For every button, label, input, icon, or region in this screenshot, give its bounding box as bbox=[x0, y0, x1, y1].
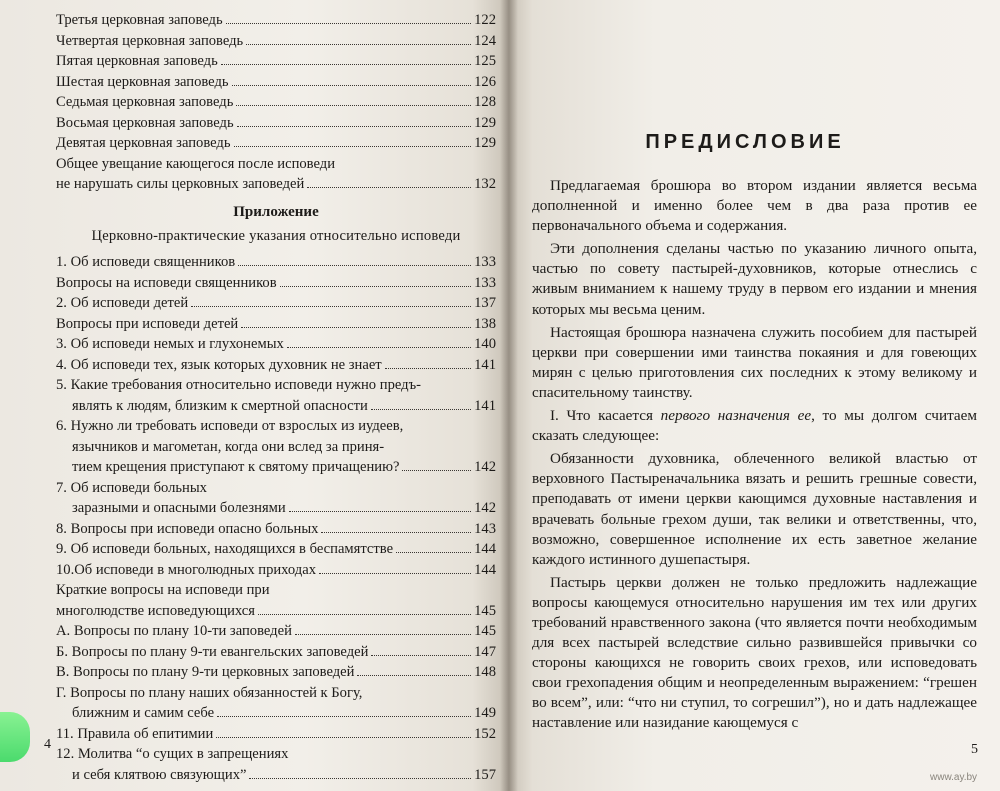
preface-text: , то мы долгом считаем сказать следующее: bbox=[532, 407, 977, 445]
preface-paragraph: Эти дополнения сделаны частью по указанию личного опыта, частью по совету пастырей-духовников, которые отнеслись с живым вниманием к нашему труду в первом его издании и мнения которых мы весьма ценим. bbox=[532, 240, 977, 318]
toc-entry-label: Третья церковная заповедь bbox=[56, 12, 223, 28]
toc-page-number: 141 bbox=[474, 356, 496, 373]
toc-page-number: 141 bbox=[474, 397, 496, 414]
toc-page-number: 144 bbox=[474, 561, 496, 578]
appendix-subheading: Церковно-практические указания относительно исповеди bbox=[91, 227, 461, 244]
toc-page-number: 122 bbox=[474, 12, 496, 28]
toc-page-number: 138 bbox=[474, 315, 496, 332]
toc-entry bbox=[56, 31, 496, 52]
toc-page-number: 129 bbox=[474, 114, 496, 131]
toc-entry-line: Краткие вопросы на исповеди при bbox=[56, 582, 270, 598]
preface-title: ПРЕДИСЛОВИЕ bbox=[645, 131, 845, 153]
toc-entry bbox=[56, 457, 496, 478]
preface-paragraph: Обязанности духовника, облеченного великой властью от верховного Пастыреначальника вязать и решить грешные совести, преподавать от имени церкви кающимся духовные наставления и врачевать больные грехом души, так велики и ответственны, что, возможно, совершенное исполнение их есть заветное желание каждого истинного душепастыря. bbox=[532, 450, 977, 568]
toc-entry bbox=[56, 560, 496, 581]
toc-entry-label: Девятая церковная заповедь bbox=[56, 135, 231, 151]
toc-entry bbox=[56, 519, 496, 540]
toc-entry-line: 12. Молитва “о сущих в запрещениях bbox=[56, 746, 289, 762]
toc-entry-label: 1. Об исповеди священников bbox=[56, 254, 236, 270]
toc-entry-line: 5. Какие требования относительно исповеди нужно предъ- bbox=[56, 377, 421, 393]
left-page-number: 4 bbox=[44, 737, 51, 752]
preface-text: I. Что касается bbox=[550, 407, 661, 425]
toc-page-number: 152 bbox=[474, 725, 496, 742]
toc-entry-line: Общее увещание кающегося после исповеди bbox=[56, 155, 336, 172]
toc-entry bbox=[56, 174, 496, 195]
toc-entry-label: многолюдстве исповедующихся bbox=[56, 602, 255, 619]
toc-page-number: 157 bbox=[474, 766, 496, 783]
toc-entry bbox=[56, 396, 496, 417]
toc-entry bbox=[56, 621, 496, 642]
toc-entry-label: Б. Вопросы по плану 9-ти евангельских заповедей bbox=[56, 643, 369, 660]
toc-page-number: 126 bbox=[474, 73, 496, 90]
toc-entry-line: 6. Нужно ли требовать исповеди от взрослых из иудеев, bbox=[56, 418, 404, 434]
toc-entry bbox=[56, 355, 496, 376]
toc-page-number: 145 bbox=[474, 623, 496, 639]
toc-entry-label: не нарушать силы церковных заповедей bbox=[56, 176, 305, 192]
preface-body bbox=[532, 176, 977, 737]
toc-page-number: 142 bbox=[474, 500, 496, 516]
toc-entry-label: Четвертая церковная заповедь bbox=[56, 32, 244, 49]
toc-entry bbox=[56, 92, 496, 113]
toc-entry-label: Шестая церковная заповедь bbox=[56, 73, 229, 90]
table-of-contents bbox=[56, 10, 496, 785]
toc-entry-label: являть к людям, близким к смертной опасности bbox=[72, 397, 368, 414]
toc-entry-label: А. Вопросы по плану 10-ти заповедей bbox=[56, 623, 292, 639]
toc-page-number: 133 bbox=[474, 254, 496, 270]
toc-entry bbox=[56, 72, 496, 93]
toc-entry bbox=[56, 51, 496, 72]
toc-entry bbox=[56, 703, 496, 724]
toc-entry bbox=[56, 273, 496, 294]
toc-page-number: 143 bbox=[474, 520, 496, 537]
toc-entry-label: Пятая церковная заповедь bbox=[56, 53, 218, 69]
preface-paragraph: Настоящая брошюра назначена служить пособием для пастырей церкви при совершении ими таинства покаяния и для говеющих мирян с целью приготовления сих последних к этому великому и спасительному таинству. bbox=[532, 323, 977, 401]
preface-paragraph: Пастырь церкви должен не только предложить надлежащие вопросы кающемуся относительно нарушения им тех или других требований нравственного закона (что является почти необходимым для всех пастырей вследствие сильно развившейся привычки со стороны кающихся не говорить своих грехов, или исповедовать свои грехопадения общим и неопределенным выражением: “грешен во всем”, или: “что ни ступил, то согрешил”), но и дать надлежащее наставление или назидание кающемуся с bbox=[532, 573, 977, 732]
watermark: www.ay.by bbox=[930, 772, 978, 783]
toc-entry-label: 9. Об исповеди больных, находящихся в беспамятстве bbox=[56, 541, 394, 557]
toc-page-number: 140 bbox=[474, 336, 496, 352]
toc-page-number: 147 bbox=[474, 643, 496, 660]
toc-page-number: 129 bbox=[474, 135, 496, 151]
toc-entry bbox=[56, 314, 496, 335]
toc-entry-label: Вопросы при исповеди детей bbox=[56, 315, 239, 332]
toc-entry bbox=[56, 539, 496, 560]
preface-emphasis: первого назначения ее bbox=[660, 407, 812, 425]
toc-page-number: 124 bbox=[474, 32, 496, 49]
toc-entry bbox=[56, 765, 496, 786]
toc-entry-label: В. Вопросы по плану 9-ти церковных заповедей bbox=[56, 664, 355, 680]
toc-entry bbox=[56, 498, 496, 519]
toc-entry-label: Седьмая церковная заповедь bbox=[56, 94, 234, 110]
toc-entry-label: 3. Об исповеди немых и глухонемых bbox=[56, 336, 284, 352]
toc-entry-label: и себя клятвою связующих” bbox=[72, 766, 247, 783]
right-page-number: 5 bbox=[971, 742, 978, 757]
toc-entry-label: заразными и опасными болезнями bbox=[72, 500, 286, 516]
toc-entry bbox=[56, 10, 496, 31]
preface-paragraph: Предлагаемая брошюра во втором издании является весьма дополненной и именно более чем в два раза против ее первоначального объема и содержания. bbox=[532, 177, 977, 235]
appendix-heading: Приложение bbox=[233, 203, 319, 220]
toc-entry-label: Вопросы на исповеди священников bbox=[56, 274, 277, 291]
toc-page-number: 128 bbox=[474, 94, 496, 110]
toc-entry-label: Восьмая церковная заповедь bbox=[56, 114, 234, 131]
toc-page-number: 149 bbox=[474, 705, 496, 721]
preface-paragraph bbox=[532, 406, 977, 446]
toc-page-number: 125 bbox=[474, 53, 496, 69]
toc-entry-line: 7. Об исповеди больных bbox=[56, 479, 207, 496]
toc-entry bbox=[56, 113, 496, 134]
toc-page-number: 137 bbox=[474, 295, 496, 311]
toc-entry-label: 2. Об исповеди детей bbox=[56, 295, 189, 311]
toc-entry-label: ближним и самим себе bbox=[72, 705, 215, 721]
toc-page-number: 132 bbox=[474, 176, 496, 192]
highlighter-marker bbox=[0, 712, 30, 762]
toc-entry-label: тием крещения приступают к святому причащению? bbox=[72, 459, 400, 475]
toc-entry-line: Г. Вопросы по плану наших обязанностей к Богу, bbox=[56, 684, 363, 701]
toc-entry-line: язычников и магометан, когда они вслед за приня- bbox=[72, 438, 385, 455]
toc-entry bbox=[56, 293, 496, 314]
toc-entry bbox=[56, 601, 496, 622]
toc-entry bbox=[56, 724, 496, 745]
toc-entry-label: 4. Об исповеди тех, язык которых духовник не знает bbox=[56, 356, 382, 373]
toc-entry-label: 10.Об исповеди в многолюдных приходах bbox=[56, 561, 316, 578]
toc-entry bbox=[56, 662, 496, 683]
toc-page-number: 145 bbox=[474, 602, 496, 619]
toc-entry bbox=[56, 642, 496, 663]
toc-page-number: 144 bbox=[474, 541, 496, 557]
toc-page-number: 148 bbox=[474, 664, 496, 680]
toc-page-number: 142 bbox=[474, 459, 496, 475]
toc-entry-label: 11. Правила об епитимии bbox=[56, 725, 214, 742]
toc-page-number: 133 bbox=[474, 274, 496, 291]
toc-entry-label: 8. Вопросы при исповеди опасно больных bbox=[56, 520, 319, 537]
toc-entry bbox=[56, 334, 496, 355]
book-gutter bbox=[500, 0, 518, 791]
toc-entry bbox=[56, 252, 496, 273]
toc-entry bbox=[56, 133, 496, 154]
